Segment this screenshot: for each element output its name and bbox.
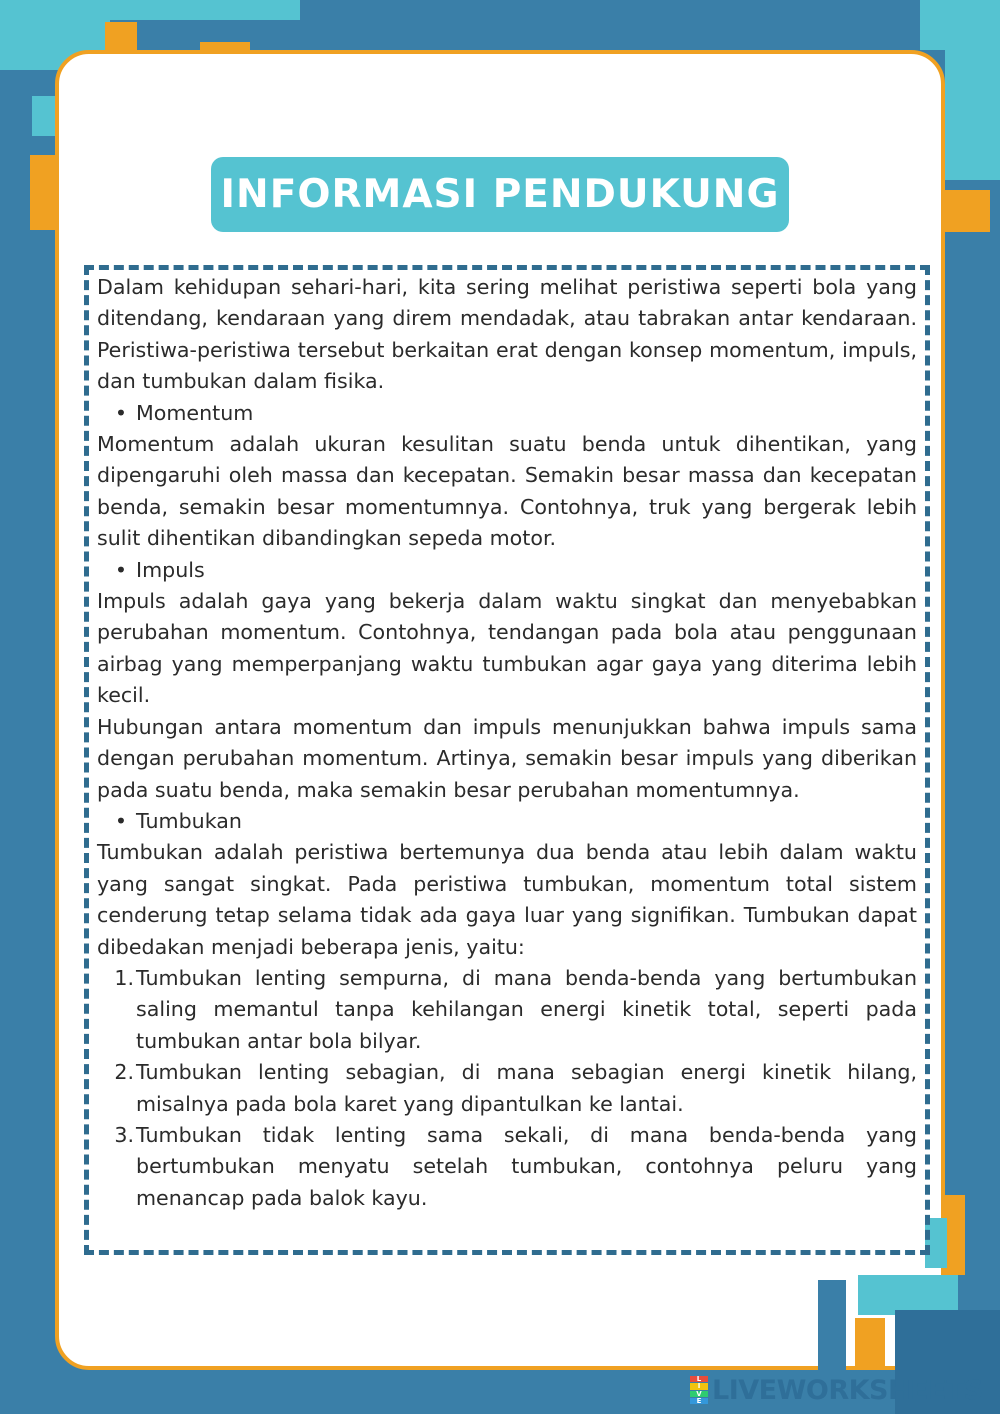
list-text: Tumbukan tidak lenting sama sekali, di mana benda-benda yang bertumbukan menyatu setelah tumbukan, contohnya peluru yang menancap pada balok kayu. bbox=[136, 1122, 917, 1210]
decor-block bbox=[945, 1195, 965, 1275]
bullet-impuls bbox=[97, 555, 917, 586]
impuls-paragraph: Impuls adalah gaya yang bekerja dalam waktu singkat dan menyebabkan perubahan momentum. Contohnya, tendangan pada bola atau penggunaan airbag yang memperpanjang waktu tumbukan agar gaya yang diterima lebih kecil. bbox=[97, 589, 917, 708]
page-title: INFORMASI PENDUKUNG bbox=[211, 157, 789, 232]
decor-block bbox=[858, 1275, 958, 1315]
relation-paragraph: Hubungan antara momentum dan impuls menunjukkan bahwa impuls sama dengan perubahan momentum. Artinya, semakin besar impuls yang diberikan pada suatu benda, maka semakin besar perubahan momentumnya. bbox=[97, 714, 917, 802]
heading-momentum: Momentum bbox=[136, 400, 254, 425]
list-number: 2. bbox=[114, 1060, 134, 1085]
bullet-momentum bbox=[97, 398, 917, 429]
list-item bbox=[97, 1120, 917, 1214]
decor-block bbox=[855, 1318, 885, 1370]
liveworksheets-logo bbox=[690, 1374, 983, 1406]
logo-letter: I bbox=[690, 1383, 708, 1389]
list-item bbox=[97, 963, 917, 1057]
list-text: Tumbukan lenting sempurna, di mana benda-benda yang bertumbukan saling memantul tanpa kehilangan energi kinetik total, seperti pada tumbukan antar bola bilyar. bbox=[136, 965, 917, 1053]
tumbukan-paragraph: Tumbukan adalah peristiwa bertemunya dua benda atau lebih dalam waktu yang sangat singkat. Pada peristiwa tumbukan, momentum total sistem cenderung tetap selama tidak ada gaya luar yang signifikan. Tumbukan dapat dibedakan menjadi beberapa jenis, yaitu: bbox=[97, 840, 917, 959]
heading-impuls: Impuls bbox=[136, 557, 205, 582]
list-number: 3. bbox=[114, 1122, 134, 1147]
bullet-tumbukan bbox=[97, 806, 917, 837]
decor-block bbox=[945, 40, 1000, 100]
list-text: Tumbukan lenting sebagian, di mana sebagian energi kinetik hilang, misalnya pada bola karet yang dipantulkan ke lantai. bbox=[136, 1060, 917, 1116]
logo-letter: L bbox=[690, 1376, 708, 1382]
logo-letter: E bbox=[690, 1398, 708, 1404]
list-number: 1. bbox=[114, 965, 134, 990]
logo-letter: V bbox=[690, 1391, 708, 1397]
list-item bbox=[97, 1057, 917, 1120]
decor-block bbox=[0, 0, 300, 20]
decor-block bbox=[818, 1280, 846, 1370]
liveworksheets-icon bbox=[690, 1376, 708, 1404]
intro-paragraph: Dalam kehidupan sehari-hari, kita sering melihat peristiwa seperti bola yang ditendang, kendaraan yang direm mendadak, atau tabrakan antar kendaraan. Peristiwa-peristiwa tersebut berkaitan erat dengan konsep momentum, impuls, dan tumbukan dalam fisika. bbox=[97, 275, 917, 394]
momentum-paragraph: Momentum adalah ukuran kesulitan suatu benda untuk dihentikan, yang dipengaruhi oleh massa dan kecepatan. Semakin besar massa dan kecepatan benda, semakin besar momentumnya. Contohnya, truk yang bergerak lebih sulit dihentikan dibandingkan sepeda motor. bbox=[97, 432, 917, 551]
info-content-box bbox=[84, 265, 930, 1255]
bullet-dot: • bbox=[114, 557, 127, 582]
heading-tumbukan: Tumbukan bbox=[136, 808, 242, 833]
bullet-dot: • bbox=[114, 808, 127, 833]
decor-block bbox=[944, 190, 990, 232]
logo-text: LIVEWORKSHEETS bbox=[712, 1374, 983, 1406]
bullet-dot: • bbox=[114, 400, 127, 425]
